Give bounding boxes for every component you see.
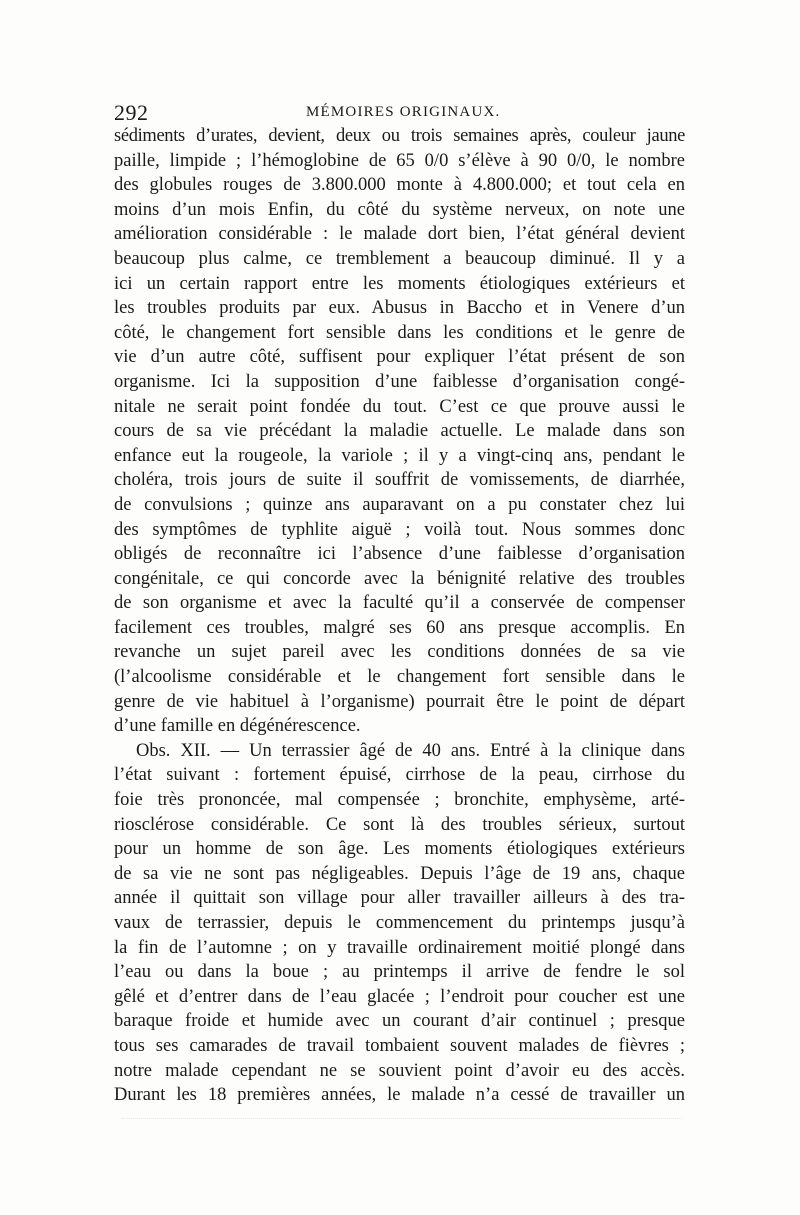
text-line: moins d’un mois Enfin, du côté du système nerveux, on note une	[114, 199, 685, 220]
text-line: côté, le changement fort sensible dans les conditions et le genre de	[114, 322, 685, 343]
text-line: ici un certain rapport entre les moments étiologiques extérieurs et	[114, 273, 685, 294]
text-line: paille, limpide ; l’hémoglobine de 65 0/0 s’élève à 90 0/0, le nombre	[114, 150, 685, 171]
text-line: choléra, trois jours de suite il souffrit de vomissements, de diarrhée,	[114, 470, 685, 491]
text-line: enfance eut la rougeole, la variole ; il y a vingt-cinq ans, pendant le	[114, 445, 685, 466]
text-line: de convulsions ; quinze ans auparavant on a pu constater chez lui	[114, 494, 685, 515]
body-text	[114, 124, 685, 1108]
text-line: facilement ces troubles, malgré ses 60 ans presque accomplis. En	[114, 617, 685, 638]
text-line: genre de vie habituel à l’organisme) pourrait être le point de départ	[114, 691, 685, 712]
text-line: l’état suivant : fortement épuisé, cirrhose de la peau, cirrhose du	[114, 765, 685, 786]
text-line: l’eau ou dans la boue ; au printemps il arrive de fendre le sol	[114, 962, 685, 983]
text-line: congénitale, ce qui concorde avec la bénignité relative des troubles	[114, 568, 685, 589]
text-line: foie très prononcée, mal compensée ; bronchite, emphysème, arté-	[114, 790, 685, 811]
text-line: beaucoup plus calme, ce tremblement a beaucoup diminué. Il y a	[114, 248, 685, 269]
text-line: tous ses camarades de travail tombaient souvent malades de fièvres ;	[114, 1035, 685, 1056]
text-line: des symptômes de typhlite aiguë ; voilà tout. Nous sommes donc	[114, 519, 685, 540]
text-line: obligés de reconnaître ici l’absence d’une faiblesse d’organisation	[114, 544, 685, 565]
text-line: revanche un sujet pareil avec les conditions données de sa vie	[114, 642, 685, 663]
text-line: baraque froide et humide avec un courant d’air continuel ; presque	[114, 1011, 685, 1032]
text-line: pour un homme de son âge. Les moments étiologiques extérieurs	[114, 839, 685, 860]
text-line: de son organisme et avec la faculté qu’il a conservée de compenser	[114, 593, 685, 614]
text-line: riosclérose considérable. Ce sont là des troubles sérieux, surtout	[114, 814, 685, 835]
text-line: la fin de l’automne ; on y travaille ordinairement moitié plongé dans	[114, 937, 685, 958]
show-through-line	[122, 1118, 682, 1135]
running-head: MÉMOIRES ORIGINAUX.	[306, 104, 501, 120]
text-line: vie d’un autre côté, suffisent pour expliquer l’état présent de son	[114, 347, 685, 368]
text-line: nitale ne serait point fondée du tout. C’est ce que prouve aussi le	[114, 396, 685, 417]
text-line: des globules rouges de 3.800.000 monte à 4.800.000; et tout cela en	[114, 175, 685, 196]
text-line: les troubles produits par eux. Abusus in Baccho et in Venere d’un	[114, 298, 685, 319]
text-line: Obs. XII. — Un terrassier âgé de 40 ans. Entré à la clinique dans	[136, 740, 685, 761]
text-line: Durant les 18 premières années, le malade n’a cessé de travailler un	[114, 1085, 685, 1106]
text-line: (l’alcoolisme considérable et le changement fort sensible dans le	[114, 667, 685, 688]
text-line: sédiments d’urates, devient, deux ou trois semaines après, couleur jaune	[114, 126, 685, 146]
page-number: 292	[114, 100, 149, 125]
text-line: notre malade cependant ne se souvient point d’avoir eu des accès.	[114, 1060, 685, 1081]
text-line: organisme. Ici la supposition d’une faiblesse d’organisation congé-	[114, 371, 685, 392]
text-line: vaux de terrassier, depuis le commencement du printemps jusqu’à	[114, 913, 685, 933]
text-line: de sa vie ne sont pas négligeables. Depuis l’âge de 19 ans, chaque	[114, 863, 685, 884]
text-line: année il quittait son village pour aller travailler ailleurs à des tra-	[114, 888, 685, 909]
text-line: amélioration considérable : le malade dort bien, l’état général devient	[114, 224, 685, 245]
text-line: d’une famille en dégénérescence.	[114, 716, 361, 737]
text-line: gêlé et d’entrer dans de l’eau glacée ; l’endroit pour coucher est une	[114, 986, 685, 1007]
text-line: cours de sa vie précédant la maladie actuelle. Le malade dans son	[114, 421, 685, 442]
